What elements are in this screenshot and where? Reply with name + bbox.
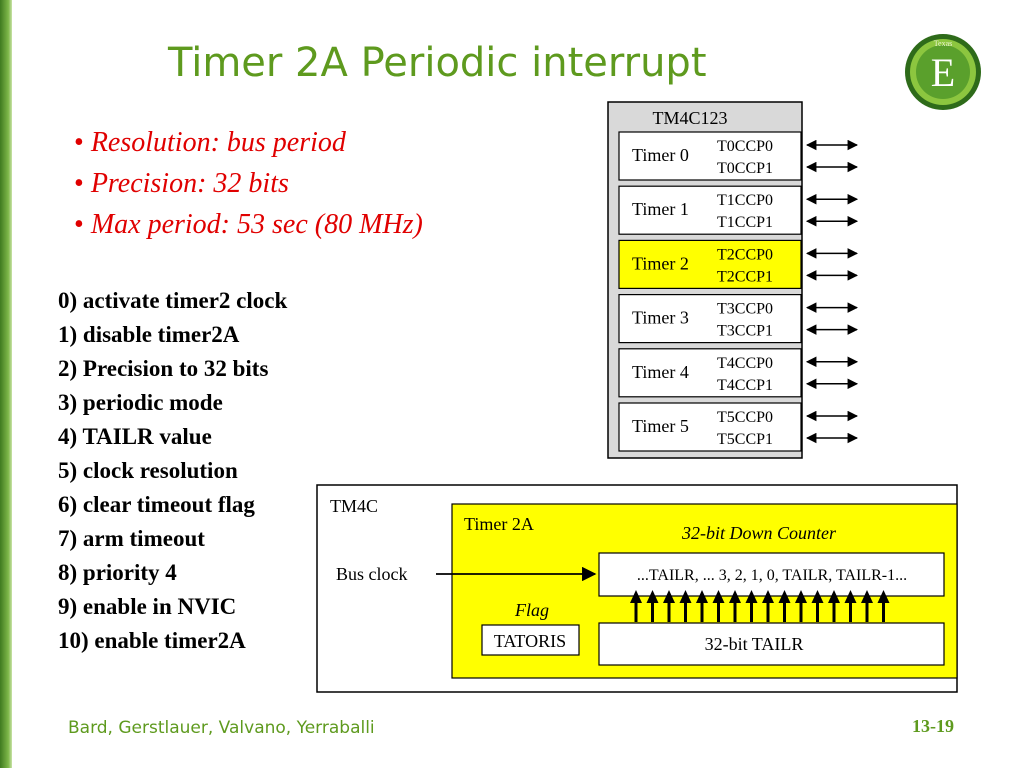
step-item: 7) arm timeout	[58, 526, 205, 551]
slide-title: Timer 2A Periodic interrupt	[168, 40, 707, 86]
bullet-item: • Resolution: bus period	[74, 127, 346, 158]
bullet-item: • Precision: 32 bits	[74, 168, 289, 199]
tm4c-label: TM4C	[330, 496, 379, 516]
step-item: 3) periodic mode	[58, 390, 223, 415]
flag-label: Flag	[515, 600, 549, 620]
step-item: 0) activate timer2 clock	[58, 288, 288, 313]
bullet-list	[74, 122, 423, 245]
timer2a-label: Timer 2A	[464, 514, 534, 534]
texas-e-logo	[903, 32, 983, 112]
timer-pin-label: T0CCP0	[717, 138, 774, 155]
timer-name: Timer 4	[632, 361, 689, 382]
timer-pin-label: T1CCP0	[717, 192, 774, 210]
bus-clock-label: Bus clock	[336, 564, 408, 584]
step-item: 9) enable in NVIC	[58, 594, 237, 619]
step-item: 4) TAILR value	[58, 424, 212, 449]
timer-name: Timer 5	[632, 416, 689, 436]
logo-letter: E	[930, 50, 956, 95]
tm4c123-timers-diagram	[604, 98, 864, 462]
timer-pin-label: T4CCP1	[717, 376, 774, 394]
logo-caption: Texas	[933, 39, 953, 48]
footer-authors: Bard, Gerstlauer, Valvano, Yerraballi	[68, 718, 375, 738]
tailr-label: 32-bit TAILR	[704, 634, 804, 654]
tatoris-label: TATORIS	[493, 631, 567, 651]
step-item: 1) disable timer2A	[58, 322, 240, 347]
step-item: 6) clear timeout flag	[58, 492, 255, 517]
timer-pin-label: T3CCP1	[717, 322, 774, 340]
steps-list	[58, 284, 287, 658]
timer-pin-label: T1CCP1	[717, 214, 774, 232]
left-accent-bar	[0, 0, 12, 768]
step-item: 2) Precision to 32 bits	[58, 356, 269, 381]
timer-pin-label: T5CCP0	[717, 409, 774, 426]
counter-title: 32-bit Down Counter	[681, 523, 837, 543]
step-item: 8) priority 4	[58, 560, 177, 585]
timer-pin-label: T5CCP1	[717, 431, 774, 448]
timer-name: Timer 2	[632, 253, 689, 274]
timer-pin-label: T2CCP1	[717, 268, 774, 286]
chip-title: TM4C123	[652, 108, 728, 128]
step-item: 10) enable timer2A	[58, 628, 246, 653]
counter-sequence: ...TAILR, ... 3, 2, 1, 0, TAILR, TAILR-1...	[636, 567, 908, 584]
bullet-item: • Max period: 53 sec (80 MHz)	[74, 209, 423, 240]
timer-pin-label: T2CCP0	[717, 246, 774, 264]
page-number: 13-19	[912, 716, 954, 736]
timer-name: Timer 1	[632, 199, 689, 220]
timer-pin-label: T3CCP0	[717, 300, 774, 318]
timer-name: Timer 0	[632, 145, 689, 165]
timer-pin-label: T0CCP1	[717, 160, 774, 177]
step-item: 5) clock resolution	[58, 458, 238, 483]
timer2a-block-diagram	[314, 482, 960, 696]
timer-name: Timer 3	[632, 307, 689, 328]
timer-pin-label: T4CCP0	[717, 354, 774, 372]
